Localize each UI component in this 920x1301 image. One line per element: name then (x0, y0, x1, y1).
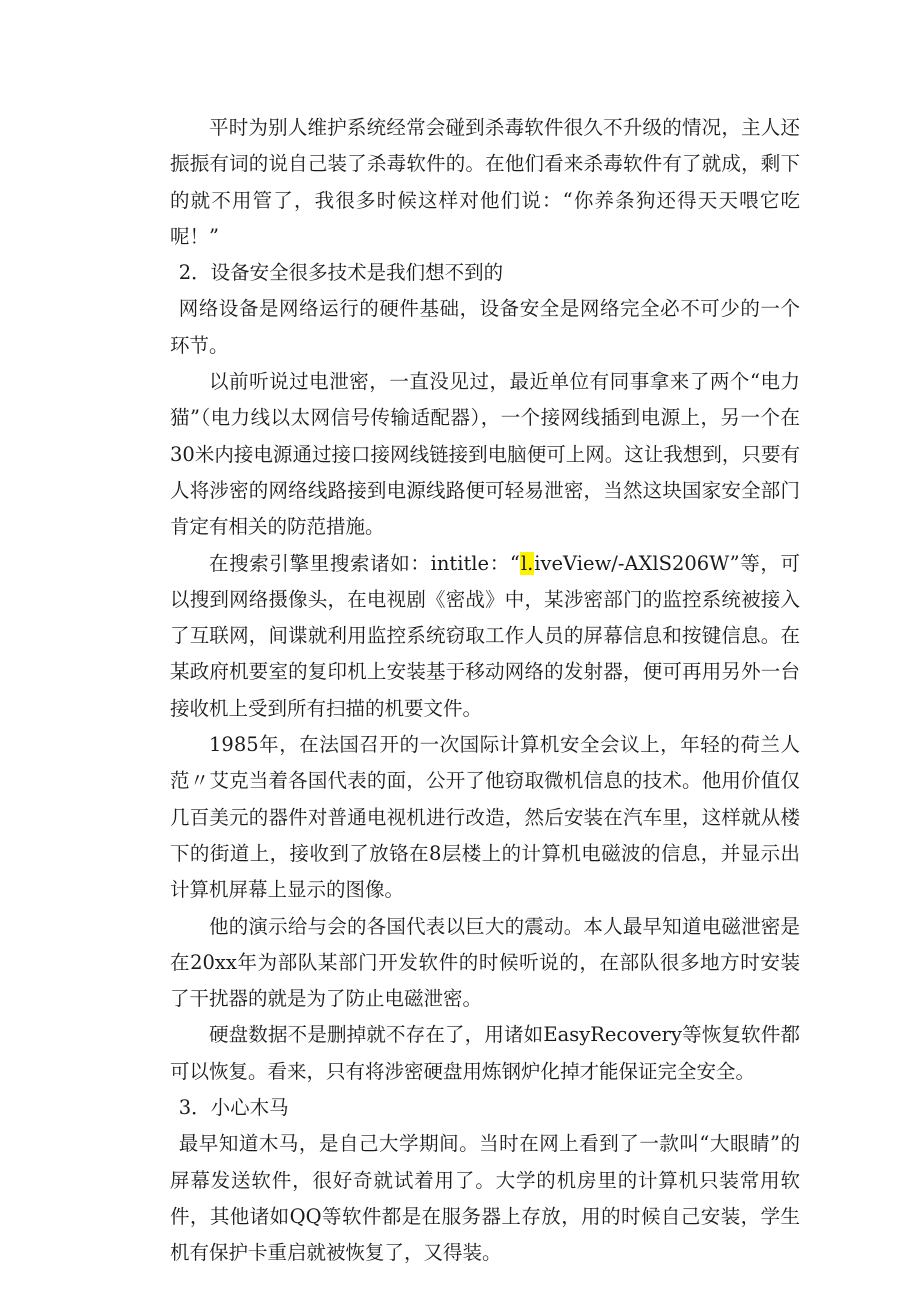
webcam-text-before: 在搜索引擎里搜索诸如：intitle：“ (209, 551, 520, 575)
paragraph-webcam-search (170, 546, 800, 727)
document-body (170, 110, 800, 1272)
highlighted-text: l. (520, 551, 534, 575)
paragraph-device-foundation: 网络设备是网络运行的硬件基础，设备安全是网络完全必不可少的一个环节。 (170, 297, 800, 357)
section-heading-device-security: 2．设备安全很多技术是我们想不到的 (178, 261, 504, 285)
paragraph-trojan-story: 最早知道木马，是自己大学期间。当时在网上看到了一款叫“大眼睛”的屏幕发送软件，很好奇就试着用了。大学的机房里的计算机只装常用软件，其他诸如QQ等软件都是在服务器上存放，用的时候自己安装，学生机有保护卡重启就被恢复了，又得装。 (170, 1132, 800, 1265)
paragraph-emission-leak: 他的演示给与会的各国代表以巨大的震动。本人最早知道电磁泄密是在20xx年为部队某部门开发软件的时候听说的，在部队很多地方时安装了干扰器的就是为了防止电磁泄密。 (170, 914, 800, 1011)
webcam-text-after: iveView/-AXlS206W”等，可以搜到网络摄像头，在电视剧《密战》中，某涉密部门的监控系统被接入了互联网，间谍就利用监控系统窃取工作人员的屏幕信息和按键信息。在某政府机要室的复印机上安装基于移动网络的发射器，便可再用另外一台接收机上受到所有扫描的机要文件。 (170, 551, 801, 720)
paragraph-disk-recovery: 硬盘数据不是删掉就不存在了，用诸如EasyRecovery等恢复软件都可以恢复。看来，只有将涉密硬盘用炼钢炉化掉才能保证完全安全。 (170, 1023, 800, 1083)
paragraph-van-eck: 1985年，在法国召开的一次国际计算机安全会议上，年轻的荷兰人范〃艾克当着各国代表的面，公开了他窃取微机信息的技术。他用价值仅几百美元的器件对普通电视机进行改造，然后安装在汽车里，这样就从楼下的街道上，接收到了放铬在8层楼上的计算机电磁波的信息，并显示出计算机屏幕上显示的图像。 (170, 733, 800, 902)
paragraph-antivirus: 平时为别人维护系统经常会碰到杀毒软件很久不升级的情况，主人还振振有词的说自己装了杀毒软件的。在他们看来杀毒软件有了就成，剩下的就不用管了，我很多时候这样对他们说：“你养条狗还得天天喂它吃呢！” (170, 116, 800, 248)
section-heading-trojan: 3．小心木马 (178, 1096, 289, 1120)
paragraph-powerline-leak: 以前听说过电泄密，一直没见过，最近单位有同事拿来了两个“电力猫”（电力线以太网信号传输适配器），一个接网线插到电源上，另一个在30米内接电源通过接口接网线链接到电脑便可上网。这让我想到，只要有人将涉密的网络线路接到电源线路便可轻易泄密，当然这块国家安全部门肯定有相关的防范措施。 (170, 370, 800, 539)
